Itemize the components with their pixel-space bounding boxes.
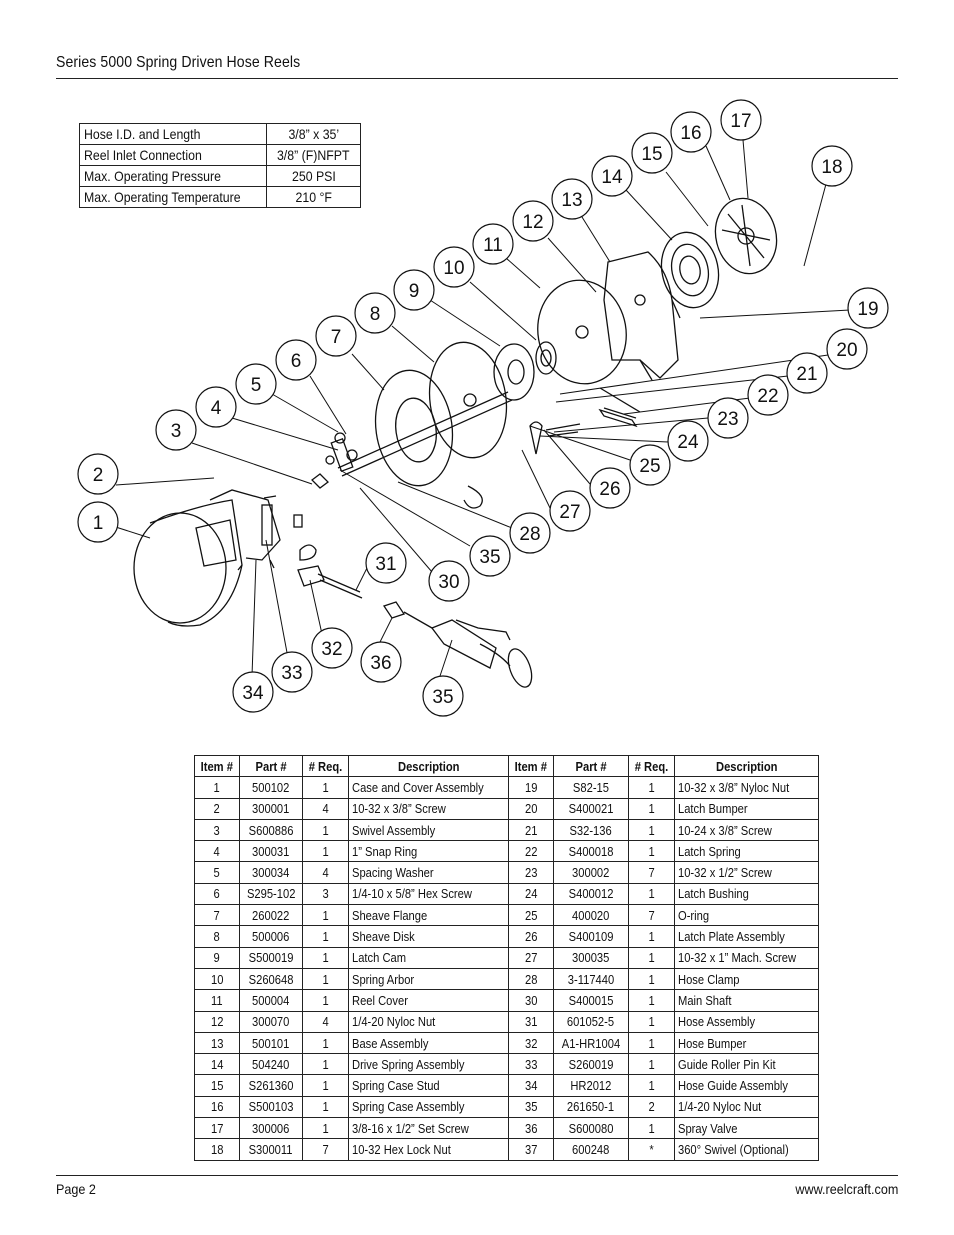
callout-number: 21 <box>796 364 818 385</box>
table-cell: 20 <box>509 798 554 819</box>
reel-cover-drawing <box>530 273 635 391</box>
table-row <box>195 947 819 968</box>
table-cell: 1/4-20 Nyloc Nut <box>348 1011 508 1032</box>
table-cell: 8 <box>195 926 240 947</box>
sheave-disk-drawing <box>422 337 513 462</box>
column-header: Description <box>348 756 508 777</box>
callout-number: 8 <box>369 304 381 325</box>
table-cell: 22 <box>509 841 554 862</box>
table-row <box>195 862 819 883</box>
table-cell: Hose Clamp <box>674 968 818 989</box>
table-cell: 32 <box>509 1032 554 1053</box>
table-cell: Hose Guide Assembly <box>674 1075 818 1096</box>
callout-9 <box>394 270 434 310</box>
callout-26 <box>590 468 630 508</box>
table-cell: 4 <box>302 1011 348 1032</box>
table-cell: 300001 <box>239 798 302 819</box>
table-cell: 2 <box>628 1096 674 1117</box>
callout-27 <box>550 491 590 531</box>
callout-22 <box>748 375 788 415</box>
table-cell: 10-32 x 3/8” Nyloc Nut <box>674 777 818 798</box>
table-row <box>195 1118 819 1139</box>
callout-number: 14 <box>601 167 623 188</box>
table-cell: 500102 <box>239 777 302 798</box>
parts-table-header <box>195 756 819 777</box>
table-cell: 10-32 Hex Lock Nut <box>348 1139 508 1160</box>
table-cell: 1 <box>302 1054 348 1075</box>
callout-number: 34 <box>242 683 264 704</box>
table-cell: 1 <box>302 926 348 947</box>
callout-number: 18 <box>821 157 843 178</box>
callout-19 <box>848 288 888 328</box>
callout-17 <box>721 100 761 140</box>
table-cell: 261650-1 <box>553 1096 628 1117</box>
table-cell: Guide Roller Pin Kit <box>674 1054 818 1075</box>
table-row <box>195 905 819 926</box>
table-cell: 1/4-10 x 5/8” Hex Screw <box>348 883 508 904</box>
table-cell: S400012 <box>553 883 628 904</box>
callout-3 <box>156 410 196 450</box>
table-cell: 300035 <box>553 947 628 968</box>
table-cell: 33 <box>509 1054 554 1075</box>
table-cell: A1-HR1004 <box>553 1032 628 1053</box>
table-cell: 1 <box>302 1075 348 1096</box>
table-cell: 1 <box>628 1118 674 1139</box>
table-cell: 13 <box>195 1032 240 1053</box>
table-cell: 1 <box>628 968 674 989</box>
table-cell: 1 <box>628 883 674 904</box>
table-cell: S500019 <box>239 947 302 968</box>
table-cell: 601052-5 <box>553 1011 628 1032</box>
callout-5 <box>236 364 276 404</box>
table-cell: 1 <box>628 777 674 798</box>
callout-4 <box>196 387 236 427</box>
callout-number: 11 <box>483 235 503 256</box>
table-cell: Spacing Washer <box>348 862 508 883</box>
table-cell: 10-32 x 1” Mach. Screw <box>674 947 818 968</box>
spec-label: Hose I.D. and Length <box>80 124 267 145</box>
table-cell: 10-32 x 1/2” Screw <box>674 862 818 883</box>
table-cell: 2 <box>195 798 240 819</box>
table-cell: 7 <box>302 1139 348 1160</box>
callout-number: 32 <box>321 639 343 660</box>
table-cell: 9 <box>195 947 240 968</box>
table-row <box>195 1054 819 1075</box>
table-cell: 600248 <box>553 1139 628 1160</box>
spray-valve-drawing <box>384 602 536 690</box>
table-cell: 3-117440 <box>553 968 628 989</box>
table-cell: 1 <box>628 926 674 947</box>
column-header: Part # <box>239 756 302 777</box>
callout-number: 33 <box>281 663 303 684</box>
table-cell: Case and Cover Assembly <box>348 777 508 798</box>
table-row <box>195 777 819 798</box>
table-cell: Latch Bumper <box>674 798 818 819</box>
table-cell: 36 <box>509 1118 554 1139</box>
table-cell: 35 <box>509 1096 554 1117</box>
table-cell: 500101 <box>239 1032 302 1053</box>
table-cell: S260648 <box>239 968 302 989</box>
callout-12 <box>513 201 553 241</box>
callout-number: 13 <box>561 190 583 211</box>
column-header: Part # <box>553 756 628 777</box>
table-row <box>195 1139 819 1160</box>
table-cell: Sheave Disk <box>348 926 508 947</box>
callout-11 <box>473 224 513 264</box>
base-assembly-drawing <box>600 252 680 426</box>
table-cell: 24 <box>509 883 554 904</box>
callout-number: 1 <box>92 513 104 534</box>
footer-rule <box>56 1175 898 1176</box>
spec-value: 3/8” (F)NFPT <box>267 145 361 166</box>
table-cell: 300006 <box>239 1118 302 1139</box>
table-cell: 30 <box>509 990 554 1011</box>
table-cell: 27 <box>509 947 554 968</box>
callout-25 <box>630 445 670 485</box>
callout-32 <box>312 628 352 668</box>
spring-case-drawing <box>708 192 785 280</box>
callout-36 <box>361 642 401 682</box>
table-cell: Drive Spring Assembly <box>348 1054 508 1075</box>
callout-15 <box>632 133 672 173</box>
table-cell: 500006 <box>239 926 302 947</box>
case-cover-drawing <box>134 490 280 626</box>
table-cell: S400018 <box>553 841 628 862</box>
callout-30 <box>429 561 469 601</box>
table-row <box>195 841 819 862</box>
callout-20 <box>827 329 867 369</box>
table-cell: 12 <box>195 1011 240 1032</box>
table-cell: 1/4-20 Nyloc Nut <box>674 1096 818 1117</box>
callout-35 <box>470 536 510 576</box>
table-cell: S82-15 <box>553 777 628 798</box>
table-cell: 25 <box>509 905 554 926</box>
callout-number: 35 <box>432 687 454 708</box>
table-cell: 504240 <box>239 1054 302 1075</box>
callout-23 <box>708 398 748 438</box>
callout-number: 7 <box>330 327 342 348</box>
table-cell: 500004 <box>239 990 302 1011</box>
column-header: # Req. <box>628 756 674 777</box>
table-cell: 1 <box>628 841 674 862</box>
table-cell: 1 <box>628 947 674 968</box>
column-header: # Req. <box>302 756 348 777</box>
table-row <box>195 926 819 947</box>
table-cell: 23 <box>509 862 554 883</box>
table-cell: 14 <box>195 1054 240 1075</box>
callout-34 <box>233 672 273 712</box>
table-cell: 37 <box>509 1139 554 1160</box>
table-cell: Spring Case Assembly <box>348 1096 508 1117</box>
callout-number: 26 <box>599 479 621 500</box>
callout-24 <box>668 421 708 461</box>
column-header: Item # <box>509 756 554 777</box>
callout-number: 3 <box>170 421 182 442</box>
table-cell: 1” Snap Ring <box>348 841 508 862</box>
callout-number: 28 <box>519 524 541 545</box>
sheave-flange-drawing <box>368 365 482 508</box>
callout-number: 10 <box>443 258 465 279</box>
table-cell: 300002 <box>553 862 628 883</box>
table-cell: 1 <box>628 990 674 1011</box>
table-cell: S400021 <box>553 798 628 819</box>
table-cell: S600886 <box>239 819 302 840</box>
table-cell: Spring Case Stud <box>348 1075 508 1096</box>
callout-number: 6 <box>290 351 302 372</box>
table-cell: Base Assembly <box>348 1032 508 1053</box>
spec-value: 250 PSI <box>267 166 361 187</box>
callout-14 <box>592 156 632 196</box>
table-cell: 400020 <box>553 905 628 926</box>
table-cell: S32-136 <box>553 819 628 840</box>
table-cell: 10 <box>195 968 240 989</box>
spec-label: Max. Operating Pressure <box>80 166 267 187</box>
table-cell: 1 <box>302 1032 348 1053</box>
table-cell: Latch Spring <box>674 841 818 862</box>
table-cell: S300011 <box>239 1139 302 1160</box>
callout-33 <box>272 652 312 692</box>
table-cell: 1 <box>302 905 348 926</box>
callout-number: 31 <box>375 554 397 575</box>
table-cell: Sheave Flange <box>348 905 508 926</box>
table-row <box>195 1011 819 1032</box>
table-cell: 5 <box>195 862 240 883</box>
table-cell: Spring Arbor <box>348 968 508 989</box>
table-cell: 4 <box>195 841 240 862</box>
callout-31 <box>366 543 406 583</box>
callout-18 <box>812 146 852 186</box>
table-cell: 10-32 x 3/8” Screw <box>348 798 508 819</box>
website-link[interactable]: www.reelcraft.com <box>795 1181 898 1197</box>
table-cell: 3 <box>302 883 348 904</box>
table-cell: S600080 <box>553 1118 628 1139</box>
spec-value: 210 °F <box>267 187 361 208</box>
table-cell: 300034 <box>239 862 302 883</box>
table-cell: 3/8-16 x 1/2” Set Screw <box>348 1118 508 1139</box>
table-cell: 1 <box>302 947 348 968</box>
drive-spring-drawing <box>655 227 726 313</box>
callout-number: 2 <box>92 465 104 486</box>
callout-13 <box>552 179 592 219</box>
table-cell: 11 <box>195 990 240 1011</box>
table-cell: HR2012 <box>553 1075 628 1096</box>
table-cell: S261360 <box>239 1075 302 1096</box>
table-cell: 1 <box>195 777 240 798</box>
callout-number: 12 <box>522 212 544 233</box>
callout-number: 36 <box>370 653 392 674</box>
table-cell: 1 <box>628 798 674 819</box>
spec-label: Max. Operating Temperature <box>80 187 267 208</box>
callout-1 <box>78 502 118 542</box>
callout-21 <box>787 353 827 393</box>
table-cell: S400109 <box>553 926 628 947</box>
callout-number: 23 <box>717 409 739 430</box>
callout-number: 17 <box>730 111 752 132</box>
page-number: Page 2 <box>56 1181 96 1197</box>
table-cell: 1 <box>302 1118 348 1139</box>
callout-number: 16 <box>680 123 702 144</box>
callout-number: 24 <box>677 432 699 453</box>
table-row <box>195 883 819 904</box>
table-cell: 1 <box>302 990 348 1011</box>
table-cell: 31 <box>509 1011 554 1032</box>
spec-label: Reel Inlet Connection <box>80 145 267 166</box>
table-cell: 1 <box>302 777 348 798</box>
table-cell: 21 <box>509 819 554 840</box>
parts-table <box>194 755 819 1161</box>
table-cell: 26 <box>509 926 554 947</box>
table-cell: Hose Assembly <box>674 1011 818 1032</box>
table-cell: 16 <box>195 1096 240 1117</box>
callout-2 <box>78 454 118 494</box>
table-row <box>195 1075 819 1096</box>
table-cell: 19 <box>509 777 554 798</box>
callout-35 <box>423 676 463 716</box>
table-cell: 1 <box>302 819 348 840</box>
callout-8 <box>355 293 395 333</box>
table-cell: Latch Plate Assembly <box>674 926 818 947</box>
table-row <box>195 798 819 819</box>
table-cell: 360° Swivel (Optional) <box>674 1139 818 1160</box>
table-cell: Main Shaft <box>674 990 818 1011</box>
callout-number: 22 <box>757 386 779 407</box>
table-cell: 1 <box>628 819 674 840</box>
table-cell: 260022 <box>239 905 302 926</box>
table-cell: 1 <box>628 1054 674 1075</box>
table-row <box>195 819 819 840</box>
table-cell: 34 <box>509 1075 554 1096</box>
main-shaft-drawing <box>326 392 512 476</box>
table-cell: S260019 <box>553 1054 628 1075</box>
table-cell: 10-24 x 3/8” Screw <box>674 819 818 840</box>
table-cell: 4 <box>302 798 348 819</box>
table-row <box>195 990 819 1011</box>
table-cell: 7 <box>628 905 674 926</box>
callout-number: 27 <box>559 502 581 523</box>
table-cell: 17 <box>195 1118 240 1139</box>
spec-value: 3/8” x 35’ <box>267 124 361 145</box>
table-cell: Hose Bumper <box>674 1032 818 1053</box>
table-cell: 7 <box>628 862 674 883</box>
callout-number: 9 <box>408 281 420 302</box>
column-header: Item # <box>195 756 240 777</box>
callout-28 <box>510 513 550 553</box>
callout-number: 35 <box>479 547 501 568</box>
table-cell: Spray Valve <box>674 1118 818 1139</box>
table-cell: S295-102 <box>239 883 302 904</box>
table-cell: Swivel Assembly <box>348 819 508 840</box>
table-cell: 15 <box>195 1075 240 1096</box>
callout-number: 5 <box>250 375 262 396</box>
page-title: Series 5000 Spring Driven Hose Reels <box>56 54 301 71</box>
table-row <box>195 968 819 989</box>
table-cell: S500103 <box>239 1096 302 1117</box>
table-cell: 3 <box>195 819 240 840</box>
table-cell: 1 <box>302 841 348 862</box>
table-cell: 4 <box>302 862 348 883</box>
callout-number: 19 <box>857 299 879 320</box>
callout-number: 30 <box>438 572 460 593</box>
callout-7 <box>316 316 356 356</box>
table-cell: 1 <box>628 1075 674 1096</box>
table-cell: 18 <box>195 1139 240 1160</box>
callout-16 <box>671 112 711 152</box>
table-cell: 1 <box>302 968 348 989</box>
table-cell: 6 <box>195 883 240 904</box>
table-cell: 28 <box>509 968 554 989</box>
callout-10 <box>434 247 474 287</box>
table-cell: 1 <box>628 1011 674 1032</box>
table-cell: 1 <box>302 1096 348 1117</box>
table-cell: O-ring <box>674 905 818 926</box>
table-cell: 300070 <box>239 1011 302 1032</box>
table-cell: Reel Cover <box>348 990 508 1011</box>
table-cell: * <box>628 1139 674 1160</box>
callout-number: 20 <box>836 340 858 361</box>
table-row <box>195 1096 819 1117</box>
callout-6 <box>276 340 316 380</box>
table-cell: Latch Bushing <box>674 883 818 904</box>
table-cell: Latch Cam <box>348 947 508 968</box>
table-row <box>195 1032 819 1053</box>
table-cell: 7 <box>195 905 240 926</box>
callout-number: 25 <box>639 456 661 477</box>
table-cell: S400015 <box>553 990 628 1011</box>
callout-number: 15 <box>641 144 663 165</box>
table-cell: 1 <box>628 1032 674 1053</box>
table-cell: 300031 <box>239 841 302 862</box>
hose-guide-drawing <box>262 474 362 598</box>
column-header: Description <box>674 756 818 777</box>
callout-number: 4 <box>210 398 222 419</box>
